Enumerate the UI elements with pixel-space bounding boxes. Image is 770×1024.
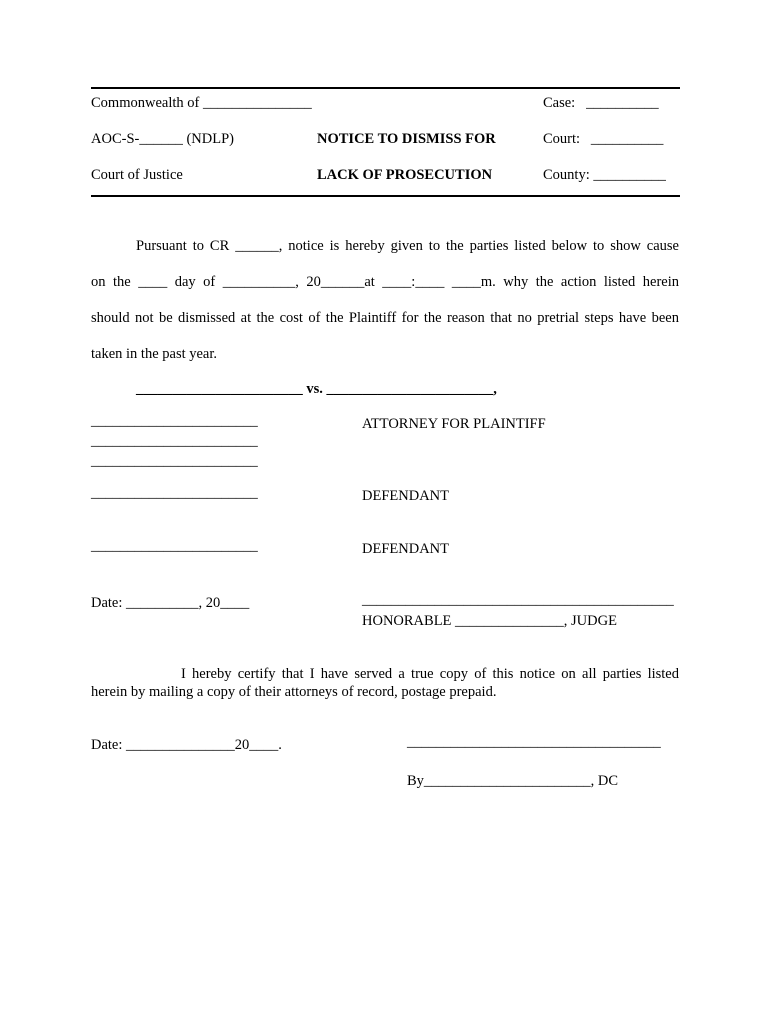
court-field: Court: __________	[543, 131, 664, 147]
case-caption-versus: _______________________ vs. _______________________,	[136, 381, 497, 397]
plaintiff-attorney-blank-1: _______________________	[91, 413, 258, 429]
judge-signature-line: ___________________________________________	[362, 592, 674, 608]
attorney-for-plaintiff-label: ATTORNEY FOR PLAINTIFF	[362, 416, 546, 432]
plaintiff-attorney-blank-3: _______________________	[91, 453, 258, 469]
document-title-line1: NOTICE TO DISMISS FOR	[317, 131, 496, 147]
notice-paragraph-line4: taken in the past year.	[91, 346, 218, 362]
header-top-rule	[91, 87, 680, 89]
notice-paragraph-line1: Pursuant to CR ______, notice is hereby given to the parties listed below to show cause	[136, 238, 679, 254]
header-bottom-rule	[91, 195, 680, 197]
case-field: Case: __________	[543, 95, 659, 111]
defendant-blank-2: _______________________	[91, 538, 258, 554]
defendant-label-2: DEFENDANT	[362, 541, 449, 557]
certificate-line2: herein by mailing a copy of their attorneys of record, postage prepaid.	[91, 684, 497, 700]
judge-date-field: Date: __________, 20____	[91, 595, 250, 611]
deputy-clerk-by-field: By_______________________, DC	[407, 773, 619, 789]
form-code: AOC-S-______ (NDLP)	[91, 131, 234, 147]
defendant-blank-1: _______________________	[91, 485, 258, 501]
defendant-label-1: DEFENDANT	[362, 488, 449, 504]
certificate-date-field: Date: _______________20____.	[91, 737, 282, 753]
notice-paragraph-line3: should not be dismissed at the cost of the Plaintiff for the reason that no pretrial steps have been	[91, 310, 679, 326]
document-title-line2: LACK OF PROSECUTION	[317, 167, 493, 183]
clerk-signature-line: ___________________________________	[407, 734, 661, 750]
certificate-line1: I hereby certify that I have served a true copy of this notice on all parties listed	[181, 666, 679, 682]
court-of-justice-label: Court of Justice	[91, 167, 183, 183]
commonwealth-field: Commonwealth of _______________	[91, 95, 312, 111]
notice-paragraph-line2: on the ____ day of __________, 20______at ____:____ ____m. why the action listed herein	[91, 274, 679, 290]
honorable-judge-label: HONORABLE _______________, JUDGE	[362, 613, 617, 629]
county-field: County: __________	[543, 167, 666, 183]
plaintiff-attorney-blank-2: _______________________	[91, 433, 258, 449]
